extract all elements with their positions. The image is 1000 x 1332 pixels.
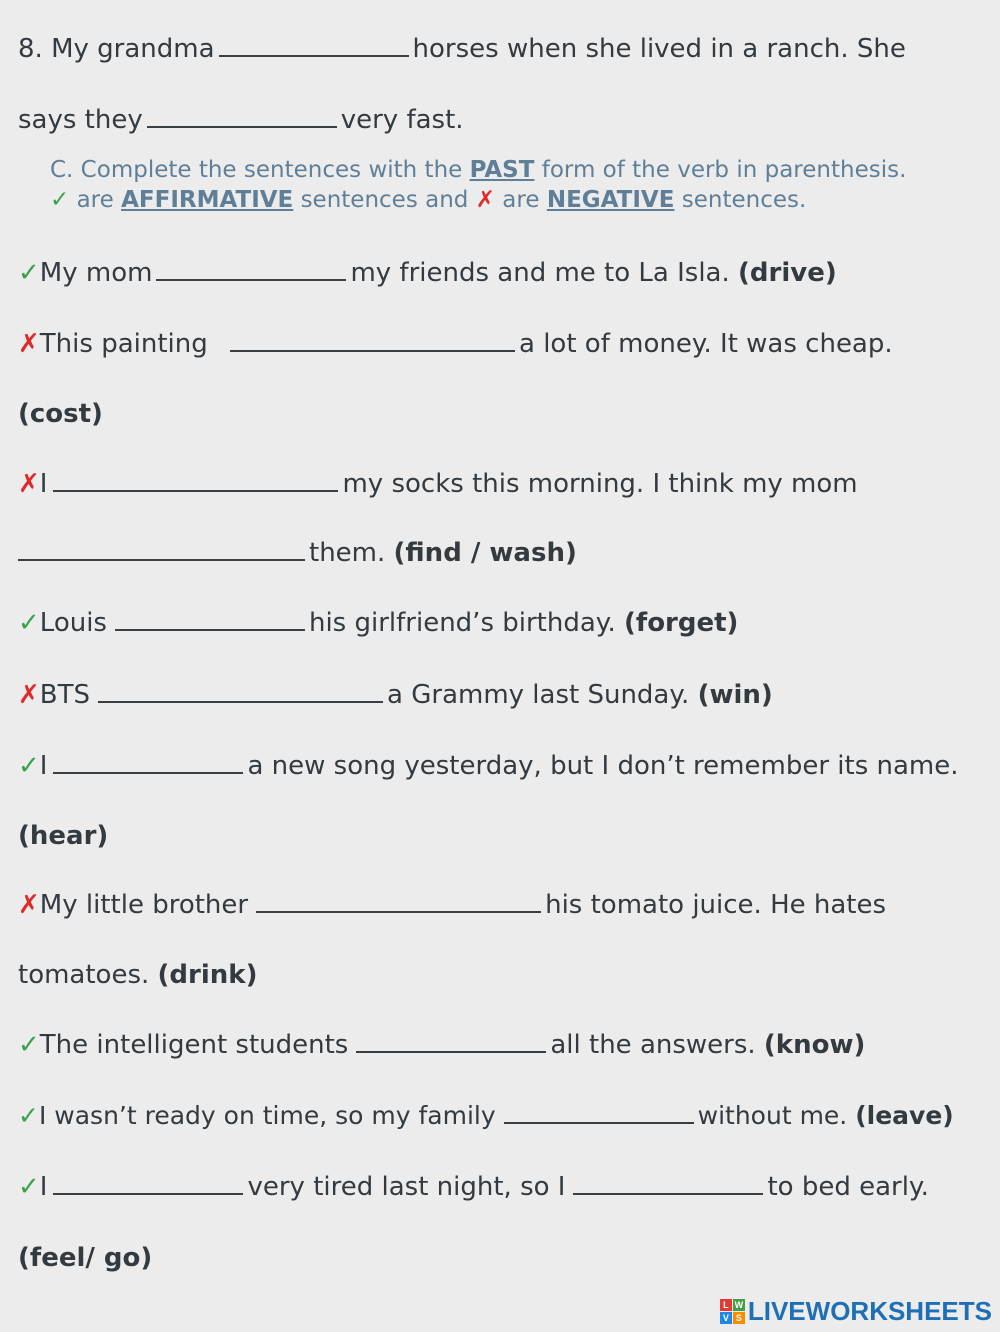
q8-text-a: 8. My grandma: [18, 34, 215, 64]
sentence-text: without me.: [697, 1101, 848, 1130]
verb-hint: (drink): [157, 960, 258, 990]
sentence-8: [18, 1028, 865, 1062]
sentence-7-line-2: [18, 958, 257, 992]
sentence-text: I wasn’t ready on time, so my family: [38, 1101, 496, 1130]
answer-blank[interactable]: [115, 623, 305, 631]
sentence-1: [18, 256, 837, 290]
check-icon: ✓: [18, 1172, 40, 1202]
sentence-3-line-2: [18, 536, 577, 570]
logo-letter: S: [733, 1312, 745, 1324]
answer-blank[interactable]: [98, 695, 383, 703]
sentence-text: all the answers.: [550, 1030, 756, 1060]
answer-blank[interactable]: [504, 1116, 694, 1124]
sentence-text: I: [39, 1172, 48, 1202]
check-icon: ✓: [18, 258, 40, 288]
logo-letter: V: [720, 1312, 732, 1324]
sentence-text: my socks this morning. I think my mom: [342, 469, 858, 499]
answer-blank[interactable]: [147, 120, 337, 128]
answer-blank[interactable]: [219, 49, 409, 57]
sentence-text: his tomato juice. He hates: [545, 890, 887, 920]
q8-text-b: horses when she lived in a ranch. She: [412, 34, 906, 64]
answer-blank[interactable]: [573, 1187, 763, 1195]
sentence-7: [18, 888, 886, 922]
sentence-6-verb-line: [18, 819, 108, 853]
affirmative-keyword: AFFIRMATIVE: [121, 187, 294, 213]
cross-icon: ✗: [18, 890, 40, 920]
logo-icon: [720, 1299, 745, 1324]
cross-icon: ✗: [18, 469, 40, 499]
sentence-text: a Grammy last Sunday.: [387, 680, 690, 710]
sentence-text: a lot of money. It was cheap.: [519, 329, 893, 359]
sentence-6: [18, 749, 959, 783]
sentence-text: tomatoes.: [18, 960, 150, 990]
sentence-text: my friends and me to La Isla.: [350, 258, 730, 288]
sentence-text: to bed early.: [767, 1172, 929, 1202]
sentence-text: Louis: [39, 608, 107, 638]
sentence-text: My mom: [39, 258, 153, 288]
verb-hint: (win): [697, 680, 773, 710]
q8-line-1: [18, 32, 906, 66]
sentence-text: a new song yesterday, but I don’t remember its name.: [247, 751, 959, 781]
sentence-text: I: [39, 751, 48, 781]
cross-icon: ✗: [18, 680, 40, 710]
answer-blank[interactable]: [53, 766, 243, 774]
instruction-line-1: [50, 155, 906, 185]
answer-blank[interactable]: [230, 344, 515, 352]
sentence-text: The intelligent students: [39, 1030, 349, 1060]
check-icon: ✓: [18, 608, 40, 638]
cross-icon: ✗: [475, 187, 495, 213]
logo-letter: L: [720, 1299, 732, 1311]
sentence-text: them.: [309, 538, 386, 568]
sentence-10-verb-line: [18, 1241, 152, 1275]
instruction-line-2: [50, 185, 806, 215]
instruction-text: C. Complete the sentences with the: [50, 157, 470, 183]
q8-text-c: says they: [18, 105, 143, 135]
answer-blank[interactable]: [53, 1187, 243, 1195]
sentence-text: BTS: [39, 680, 91, 710]
cross-icon: ✗: [18, 329, 40, 359]
sentence-3: [18, 467, 858, 501]
verb-hint: (know): [763, 1030, 866, 1060]
answer-blank[interactable]: [53, 484, 338, 492]
sentence-text: his girlfriend’s birthday.: [308, 608, 616, 638]
check-icon: ✓: [18, 751, 40, 781]
sentence-5: [18, 678, 773, 712]
verb-hint: (feel/ go): [18, 1243, 153, 1273]
sentence-text: My little brother: [39, 890, 249, 920]
past-keyword: PAST: [469, 157, 535, 183]
sentence-2: [18, 327, 893, 361]
sentence-9: [18, 1099, 954, 1133]
q8-line-2: [18, 103, 464, 137]
verb-hint: (cost): [18, 399, 103, 429]
check-icon: ✓: [50, 187, 70, 213]
sentence-text: very tired last night, so I: [247, 1172, 566, 1202]
verb-hint: (drive): [738, 258, 837, 288]
instruction-text: are: [69, 187, 122, 213]
instruction-text: sentences and: [293, 187, 476, 213]
logo-text: LIVEWORKSHEETS: [747, 1295, 992, 1326]
verb-hint: (find / wash): [393, 538, 577, 568]
answer-blank[interactable]: [18, 553, 305, 561]
instruction-text: sentences.: [674, 187, 807, 213]
sentence-text: This painting: [39, 329, 216, 359]
answer-blank[interactable]: [156, 273, 346, 281]
liveworksheets-logo[interactable]: [720, 1296, 992, 1326]
q8-text-d: very fast.: [340, 105, 464, 135]
check-icon: ✓: [18, 1030, 40, 1060]
instruction-text: are: [495, 187, 547, 213]
sentence-text: I: [39, 469, 48, 499]
verb-hint: (leave): [855, 1101, 954, 1130]
sentence-2-verb-line: [18, 397, 103, 431]
answer-blank[interactable]: [256, 905, 541, 913]
negative-keyword: NEGATIVE: [546, 187, 675, 213]
sentence-10: [18, 1170, 929, 1204]
answer-blank[interactable]: [356, 1045, 546, 1053]
verb-hint: (hear): [18, 821, 109, 851]
logo-letter: W: [734, 1299, 744, 1310]
sentence-4: [18, 606, 738, 640]
instruction-text: form of the verb in parenthesis.: [534, 157, 907, 183]
verb-hint: (forget): [624, 608, 739, 638]
check-icon: ✓: [18, 1101, 39, 1130]
